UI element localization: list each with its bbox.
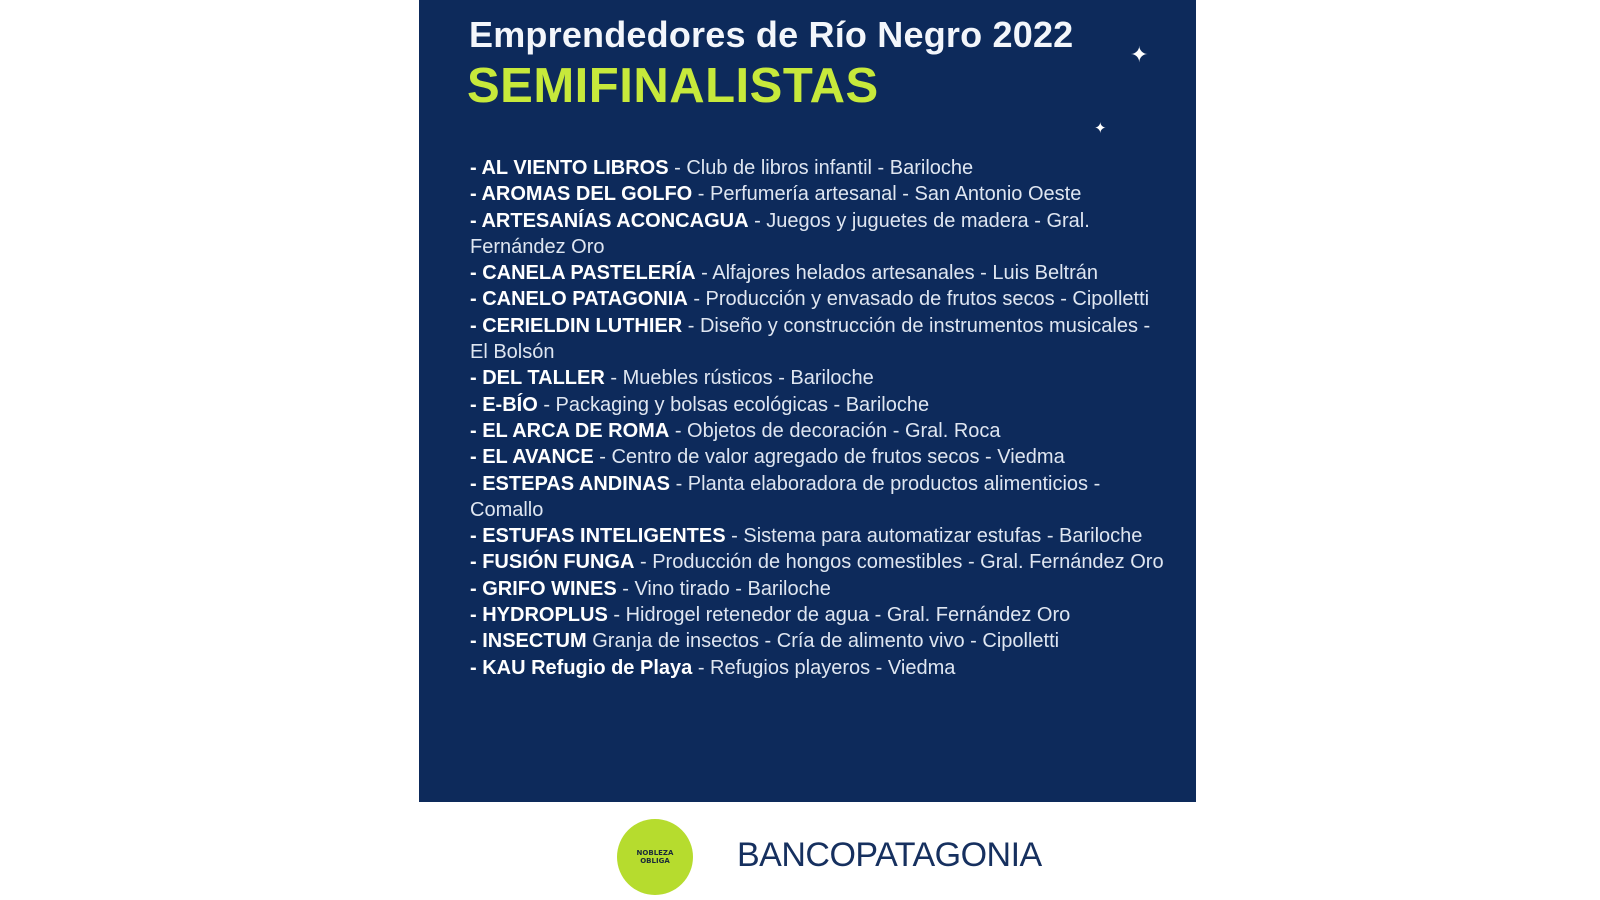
list-item <box>470 181 1170 207</box>
entry-name: - EL ARCA DE ROMA <box>470 419 670 442</box>
list-item <box>470 602 1170 628</box>
entry-description: - Objetos de decoración - Gral. Roca <box>669 419 1001 442</box>
entry-name: - CERIELDIN LUTHIER <box>470 314 683 337</box>
entry-description: - Hidrogel retenedor de agua - Gral. Fernández Oro <box>607 604 1071 627</box>
entry-name: - KAU Refugio de Playa <box>470 656 693 679</box>
entry-description: - Club de libros infantil - Bariloche <box>668 157 974 179</box>
entry-name: - CANELA PASTELERÍA <box>470 262 696 285</box>
list-item <box>470 471 1170 524</box>
poster-title: Emprendedores de Río Negro 2022 <box>469 14 1074 55</box>
list-item <box>470 523 1170 549</box>
entry-description: - Producción y envasado de frutos secos - Cipolletti <box>687 288 1150 311</box>
nobleza-obliga-logo <box>617 819 693 895</box>
list-item <box>470 392 1170 418</box>
entry-name: - ESTUFAS INTELIGENTES <box>470 525 726 548</box>
list-item <box>470 286 1170 312</box>
semifinalist-list <box>470 155 1170 681</box>
list-item <box>470 208 1170 261</box>
entry-description: - Centro de valor agregado de frutos secos - Viedma <box>593 446 1065 469</box>
list-item <box>470 313 1170 366</box>
entry-description: - Vino tirado - Bariloche <box>616 577 831 600</box>
entry-description: - Muebles rústicos - Bariloche <box>604 367 874 390</box>
entry-name: - CANELO PATAGONIA <box>470 288 688 311</box>
list-item <box>470 260 1170 286</box>
entry-description: - Sistema para automatizar estufas - Bariloche <box>725 525 1143 548</box>
entry-name: - E-BÍO <box>470 393 538 416</box>
list-item <box>470 418 1170 444</box>
sponsor-logos <box>0 802 1600 900</box>
semifinalists-poster <box>419 0 1196 802</box>
nobleza-logo-text: NOBLEZA OBLIGA <box>636 849 674 865</box>
list-item <box>470 576 1170 602</box>
entry-name: - ARTESANÍAS ACONCAGUA <box>470 209 749 232</box>
entry-description: - Perfumería artesanal - San Antonio Oeste <box>692 183 1082 206</box>
sparkle-icon: ✦ <box>1130 42 1149 67</box>
entry-description: - Packaging y bolsas ecológicas - Bariloche <box>537 393 930 416</box>
entry-description: - Alfajores helados artesanales - Luis Beltrán <box>695 262 1099 285</box>
list-item <box>470 549 1170 575</box>
entry-name: - GRIFO WINES <box>470 577 617 600</box>
entry-name: - AL VIENTO LIBROS <box>470 157 669 179</box>
sparkle-icon: ✦ <box>1094 120 1107 137</box>
entry-name: - EL AVANCE <box>470 446 594 469</box>
entry-description: Granja de insectos - Cría de alimento vivo - Cipolletti <box>586 630 1060 653</box>
poster-subtitle: SEMIFINALISTAS <box>467 59 879 113</box>
entry-name: - AROMAS DEL GOLFO <box>470 183 693 206</box>
banco-patagonia-logo: BANCOPATAGONIA <box>737 836 1042 874</box>
list-item <box>470 628 1170 654</box>
entry-description: - Diseño y construcción de instrumentos musicales - El Bolsón <box>470 314 1151 364</box>
entry-description: - Juegos y juguetes de madera - Gral. Fernández Oro <box>470 209 1090 258</box>
entry-description: - Producción de hongos comestibles - Gral. Fernández Oro <box>634 551 1164 574</box>
list-item <box>470 365 1170 391</box>
entry-description: - Planta elaboradora de productos alimenticios - Comallo <box>470 472 1101 521</box>
entry-name: - INSECTUM <box>470 630 587 653</box>
list-item <box>470 444 1170 470</box>
entry-name: - HYDROPLUS <box>470 604 608 627</box>
entry-name: - FUSIÓN FUNGA <box>470 551 635 574</box>
list-item <box>470 155 1170 181</box>
entry-name: - ESTEPAS ANDINAS <box>470 472 671 495</box>
list-item <box>470 655 1170 681</box>
entry-description: - Refugios playeros - Viedma <box>692 656 956 679</box>
entry-name: - DEL TALLER <box>470 367 605 390</box>
